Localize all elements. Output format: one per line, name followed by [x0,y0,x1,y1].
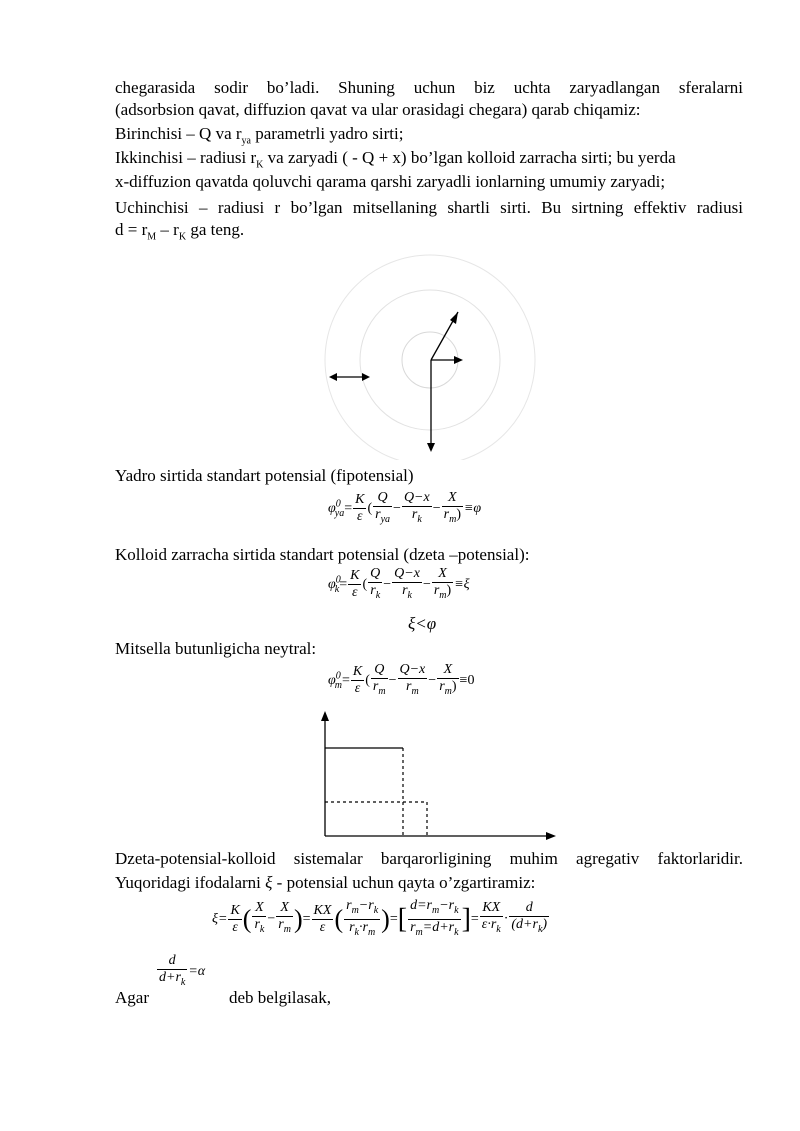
first-pre: Birinchisi – Q va r [115,124,242,143]
alpha-rhs: =α [188,964,206,980]
dzeta-statement: Dzeta-potensial-kolloid sistemalar barqarorligining muhim agregativ faktorlaridir. [115,849,743,868]
eq4-radius-fraction: $\frac{r_m-r_k}{r_k\cdot r_m}$ [346,898,379,938]
micelle-diagram [300,250,560,460]
equation-phi-ya: $\varphi^0_{ya}=$ $\frac{K}{\varepsilon}$ ( $\frac{Q}{r_{ya}}$ − $\frac{Q-x}{r_k}$ − $\frac{X}{r_m)}$ ≡φ [328,490,481,528]
eq2-k-over-eps: $\frac{K}{\varepsilon}$ [350,568,360,601]
agar-post: deb belgilasak, [229,988,331,1007]
second-sphere-line-2: x-diffuzion qavatda qoluvchi qarama qarshi zaryadli ionlarning umumiy zaryadi; [115,172,666,191]
third-post: ga teng. [186,220,245,239]
eq1-term3: $\frac{X}{r_m)}$ [443,490,461,525]
eq2-term2: $\frac{Q-x}{r_k}$ [394,566,420,601]
rewrite-line [115,873,535,893]
section-mitsella-heading: Mitsella butunligicha neytral: [115,639,317,658]
first-sphere-line [115,124,403,146]
eq4-d-over-d-plus-rk: $\frac{d}{(d+r_k)}$ [511,900,548,936]
eq3-rhs: ≡0 [459,673,475,689]
section-kolloid-heading: Kolloid zarracha sirtida standart potensial (dzeta –potensial): [115,545,530,564]
rewrite-post: - potensial uchun qayta o’zgartiramiz: [272,873,536,892]
agar-word: Agar [115,988,149,1007]
third-sub1: M [147,231,157,243]
alpha-definition [156,953,205,991]
eq4-substitution-bracket: $\frac{d=r_m-r_k}{r_m=d+r_k}$ [410,898,459,938]
rewrite-xi: ξ [265,873,273,892]
third-sphere-line-1: Uchinchisi – radiusi r bo’lgan mitsellaning shartli sirti. Bu sirtning effektiv radiusi [115,198,743,217]
second-pre: Ikkinchisi – radiusi r [115,148,257,167]
x-axis-arrowhead [546,832,556,840]
outer-sphere [325,255,535,460]
intro-line-1: chegarasida sodir bo’ladi. Shuning uchun biz uchta zaryadlangan sferalarni [115,78,743,97]
eq1-sub: ya [334,507,345,519]
third-sphere-line-2 [115,220,244,242]
second-sphere-line-1 [115,148,676,170]
eq4-kx-over-eps-rk: $\frac{KX}{\varepsilon\cdot r_k}$ [481,900,501,936]
eq3-k-over-eps: $\frac{K}{\varepsilon}$ [352,664,363,697]
eq1-lhs: φ [328,501,336,517]
equation-xi-expanded: ξ= $\frac{K}{\varepsilon}$ ( $\frac{X}{r_k}$ − $\frac{X}{r_m}$ )= $\frac{KX}{\varepsilon}$ ( $\frac{r_m-r_k}{r_k\cdot r_m}$ )=[ $\frac{d=r_m-r_k}{r_m=d+r_k}$ ]= $\frac{KX}{\varepsilon\cdot r_k}$ · $\frac{d}{(d+r_k)}$ [212,898,550,941]
eq4-x-over-rm: $\frac{X}{r_m}$ [278,900,291,936]
eq1-sup: 0 [335,498,341,510]
third-pre: d = r [115,220,148,239]
eq3-term1: $\frac{Q}{r_m}$ [372,662,386,697]
eq1-term1: $\frac{Q}{r_{ya}}$ [375,490,391,525]
third-sub2: K [178,231,187,243]
rewrite-pre: Yuqoridagi ifodalarni [115,873,266,892]
arrowhead-horizontal [454,356,463,364]
eq2-sup: 0 [335,574,341,586]
eq1-rhs: ≡φ [463,501,482,517]
eq1-k-over-eps: $\frac{K}{\varepsilon}$ [355,492,365,525]
eq2-lhs: φ [328,577,336,593]
inequality-xi-phi: ξ<φ [408,614,437,633]
alpha-fraction: $\frac{d}{d+r_k}$ [159,953,186,988]
eq3-lhs: φ [328,673,336,689]
intro-line-2: (adsorbsion qavat, diffuzion qavat va ular orasidagi chegara) qarab chiqamiz: [115,100,641,119]
eq2-sub: k [334,583,340,595]
equation-phi-m: $\varphi^0_m=$ $\frac{K}{\varepsilon}$ ( $\frac{Q}{r_m}$ − $\frac{Q-x}{r_m}$ − $\frac{X}{r_m)}$ ≡0 [328,662,474,700]
eq2-term1: $\frac{Q}{r_k}$ [370,566,381,601]
arrowhead-down [427,443,435,452]
eq2-term3: $\frac{X}{r_m)}$ [433,566,452,601]
y-axis-arrowhead [321,711,329,721]
third-mid: – r [156,220,179,239]
section-yadro-heading: Yadro sirtida standart potensial (fipotensial) [115,466,414,485]
equation-phi-k: $\varphi^0_k=$ $\frac{K}{\varepsilon}$ ( $\frac{Q}{r_k}$ − $\frac{Q-x}{r_k}$ − $\frac{X}{r_m)}$ ≡ξ [328,566,470,604]
eq3-sup: 0 [335,670,341,682]
eq4-x-over-rk: $\frac{X}{r_k}$ [254,900,265,936]
eq3-term2: $\frac{Q-x}{r_m}$ [399,662,426,697]
double-arrow-left-head [329,373,337,381]
eq4-k-over-eps: $\frac{K}{\varepsilon}$ [230,902,240,935]
arrowhead-diagonal [450,312,458,324]
eq2-rhs: ≡ξ [454,577,470,593]
first-post: parametrli yadro sirti; [251,124,404,143]
first-sub: ya [241,135,251,147]
middle-sphere [360,290,500,430]
double-arrow-right-head [362,373,370,381]
eq1-term2: $\frac{Q-x}{r_k}$ [403,490,430,525]
second-post: va zaryadi ( - Q + x) bo’lgan kolloid zarracha sirti; bu yerda [263,148,676,167]
potential-profile-graph [310,708,560,843]
eq3-term3: $\frac{X}{r_m)}$ [439,662,457,697]
second-sub: K [256,159,264,171]
eq4-lhs: ξ= [212,911,228,927]
eq3-sub: m [334,679,342,691]
eq4-kx-over-eps: $\frac{KX}{\varepsilon}$ [313,902,332,935]
